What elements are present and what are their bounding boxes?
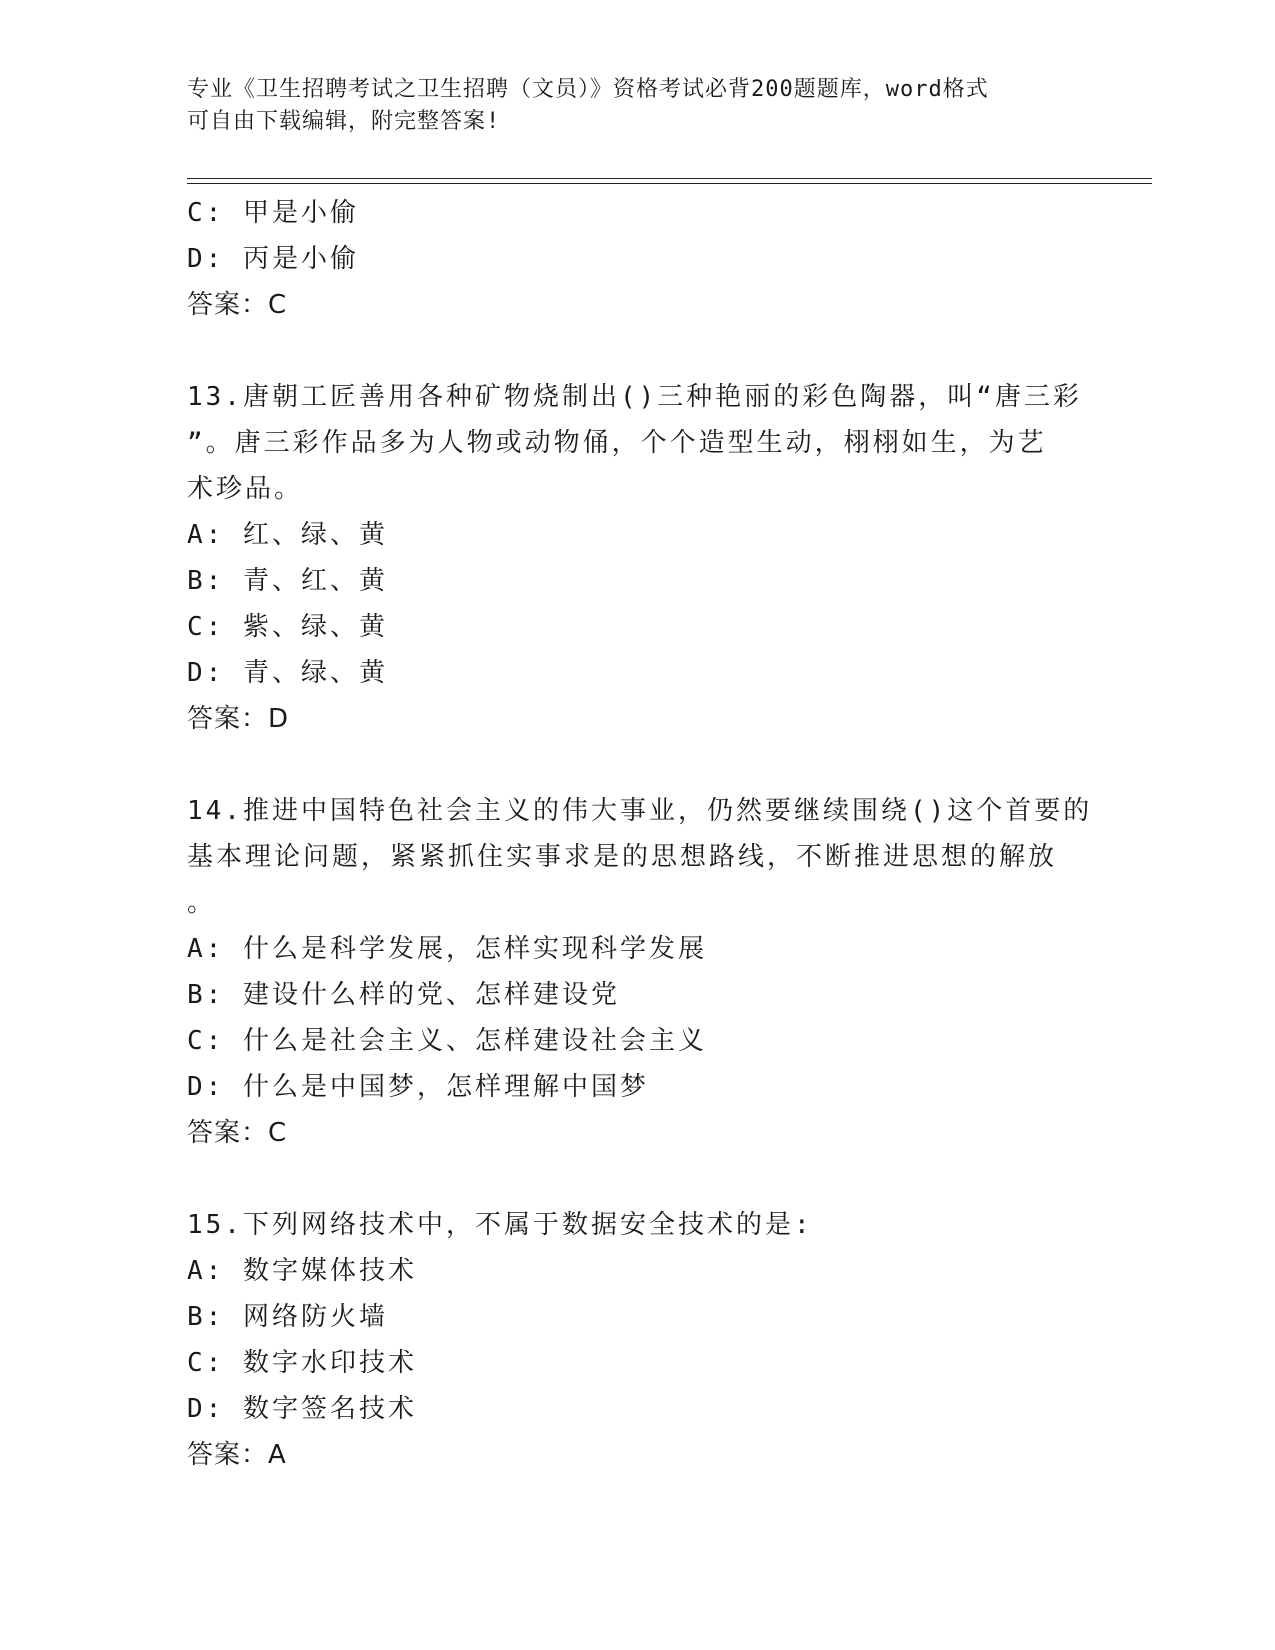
question-text-line: 13.唐朝工匠善用各种矿物烧制出()三种艳丽的彩色陶器，叫“唐三彩 [187,382,1082,412]
option-b: B: 青、红、黄 [187,566,388,596]
option-c: C: 甲是小偷 [187,198,359,228]
answer: 答案：A [187,1440,287,1470]
question-text-line: ”。唐三彩作品多为人物或动物俑，个个造型生动，栩栩如生，为艺 [187,428,1047,458]
header-rule-bottom [187,183,1152,184]
spacer [187,1156,1087,1202]
option-d: D: 数字签名技术 [187,1394,417,1424]
answer: 答案：C [187,1118,288,1148]
option-c: C: 什么是社会主义、怎样建设社会主义 [187,1026,707,1056]
question-text-line: 基本理论问题，紧紧抓住实事求是的思想路线，不断推进思想的解放 [187,842,1058,872]
option-b: B: 建设什么样的党、怎样建设党 [187,980,620,1010]
option-a: A: 红、绿、黄 [187,520,388,550]
header-rule-top [187,178,1152,179]
option-c: C: 数字水印技术 [187,1348,417,1378]
document-header [187,74,1087,138]
question-content [187,190,1093,1478]
question-14 [187,788,1093,1156]
option-a: A: 数字媒体技术 [187,1256,417,1286]
question-text-line: 。 [187,888,217,918]
option-d: D: 什么是中国梦，怎样理解中国梦 [187,1072,649,1102]
question-text-line: 15.下列网络技术中，不属于数据安全技术的是: [187,1210,813,1240]
header-line-2: 可自由下载编辑，附完整答案! [187,109,501,134]
previous-question-tail [187,190,1087,328]
option-d: D: 青、绿、黄 [187,658,388,688]
question-text-line: 术珍品。 [187,474,304,504]
spacer [187,742,1087,788]
option-a: A: 什么是科学发展，怎样实现科学发展 [187,934,707,964]
option-d: D: 丙是小偷 [187,244,359,274]
answer: 答案：D [187,704,290,734]
answer: 答案：C [187,290,288,320]
header-line-1: 专业《卫生招聘考试之卫生招聘（文员）》资格考试必背200题题库，word格式 [187,77,989,102]
spacer [187,328,1087,374]
option-c: C: 紫、绿、黄 [187,612,388,642]
question-text-line: 14.推进中国特色社会主义的伟大事业，仍然要继续围绕()这个首要的 [187,796,1093,826]
question-15 [187,1202,1087,1478]
question-13 [187,374,1087,742]
option-b: B: 网络防火墙 [187,1302,388,1332]
